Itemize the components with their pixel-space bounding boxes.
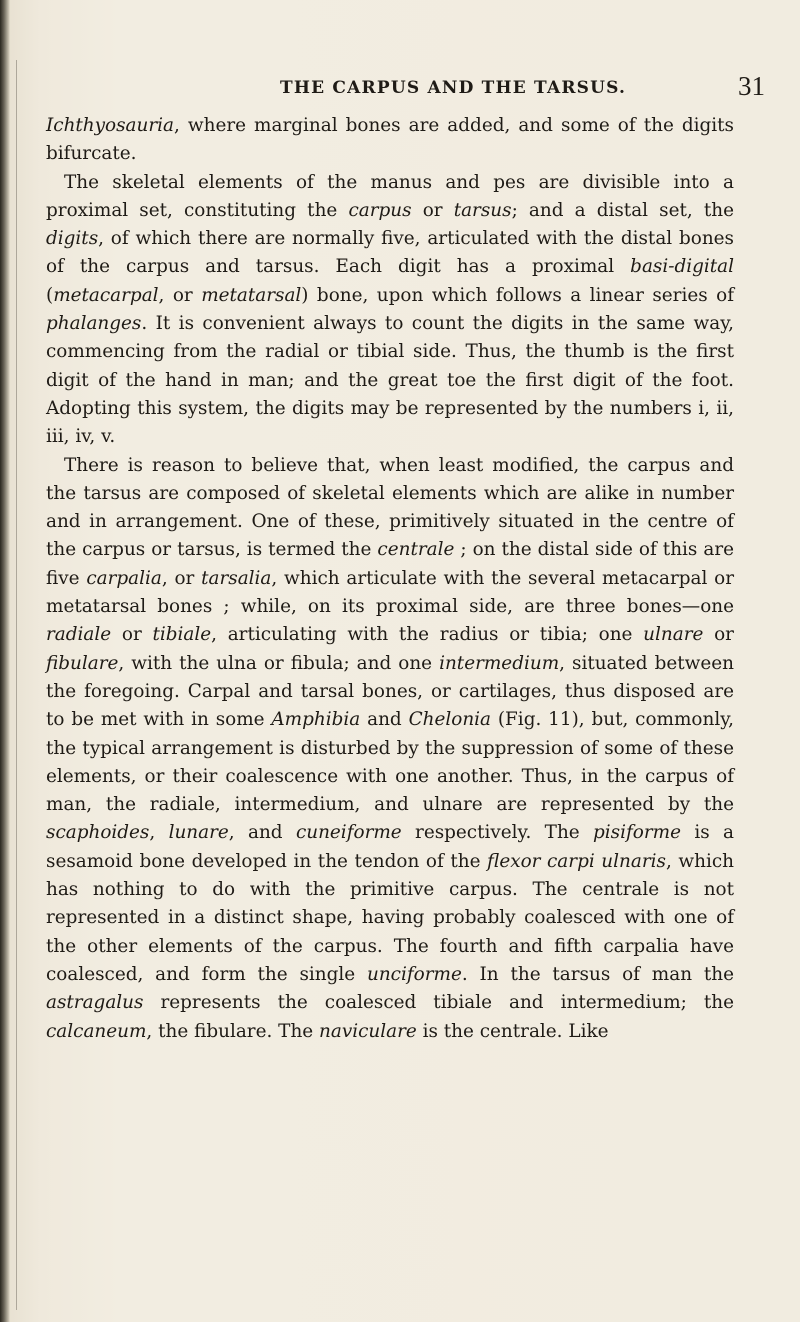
italic-term: calcaneum (46, 1020, 147, 1042)
italic-term: centrale (377, 539, 455, 561)
italic-term: unciforme (366, 963, 462, 985)
text-run: or (411, 199, 454, 221)
text-run: and (360, 709, 409, 731)
book-gutter-shadow (0, 0, 10, 1322)
italic-term: fibulare (46, 652, 119, 674)
paragraph (46, 452, 734, 1046)
page-number: 31 (738, 71, 765, 101)
text-run: ( (46, 284, 54, 306)
text-run: . In the tarsus of man the (461, 963, 734, 985)
text-run: ) bone, upon which follows a linear series of (301, 284, 735, 306)
text-run: or (703, 624, 734, 646)
text-run: , where marginal bones are added, and some of the digits bifurcate. (46, 115, 734, 165)
text-run: , (149, 822, 169, 844)
italic-term: scaphoides (46, 822, 150, 844)
text-run: , which has nothing to do with the primitive carpus. The centrale is not represented in a distinct shape, having probably coalesced with one of the other elements of the carpus. The fourth and fifth carpalia have coalesced, and form the single (46, 850, 734, 985)
italic-term: tibiale (152, 624, 212, 646)
italic-term: intermedium (439, 652, 560, 674)
text-run: , with the ulna or fibula; and one (118, 652, 440, 674)
text-run: respectively. The (401, 822, 594, 844)
body-text (46, 112, 734, 1046)
italic-term: pisiforme (593, 822, 681, 844)
italic-term: astragalus (46, 992, 144, 1014)
text-run: or (111, 624, 153, 646)
text-run: The skeletal elements of the manus and pes are divisible into a proximal set, constituting the (46, 171, 734, 221)
text-run: , which articulate with the several metacarpal or metatarsal bones ; while, on its proximal side, are three bones—one (46, 567, 735, 618)
text-run: represents the coalesced tibiale and intermedium; the (143, 992, 734, 1014)
italic-term: cuneiforme (295, 822, 402, 844)
text-run: , of which there are normally five, articulated with the distal bones of the carpus and tarsus. Each digit has a proximal (46, 228, 734, 278)
text-run: , situated between the foregoing. Carpal and tarsal bones, or cartilages, thus disposed are to be met with in some (46, 652, 734, 731)
text-run: , the fibulare. The (146, 1020, 320, 1042)
text-run: ; and a distal set, the (511, 199, 734, 221)
text-run: , and (228, 822, 296, 844)
text-run: . It is convenient always to count the digits in the same way, commencing from the radial or tibial side. Thus, the thumb is the first digit of the hand in man; and the great toe the first digit of the foot. Adopting this system, the digits may be represented by the numbers i, ii, iii, iv, v. (46, 313, 734, 448)
italic-term: phalanges (46, 313, 142, 335)
text-run: is a sesamoid bone developed in the tendon of the (46, 822, 734, 872)
text-run: , or (158, 284, 202, 306)
text-run: , articulating with the radius or tibia; one (211, 624, 644, 646)
italic-term: tarsalia (201, 567, 272, 589)
italic-term: carpalia (86, 567, 162, 589)
running-header: THE CARPUS AND THE TARSUS. (280, 78, 627, 98)
page-edge-line (16, 60, 17, 1310)
italic-term: naviculare (319, 1020, 417, 1042)
text-run: , or (161, 567, 202, 589)
italic-term: metacarpal (53, 284, 159, 306)
italic-term: lunare (168, 822, 229, 844)
italic-term: Chelonia (408, 709, 492, 731)
italic-term: ulnare (643, 624, 704, 646)
italic-term: carpus (348, 199, 412, 221)
italic-term: metatarsal (201, 284, 302, 306)
text-run: (Fig. 11), but, commonly, the typical arrangement is disturbed by the suppression of some of these elements, or their coalescence with one another. Thus, in the carpus of man, the radiale, intermedium, and ulnare are represented by the (46, 709, 735, 816)
italic-term: radiale (46, 624, 112, 646)
text-run: ; on the distal side of this are five (46, 539, 734, 589)
italic-term: digits (46, 228, 99, 250)
paragraph (46, 112, 734, 169)
italic-term: flexor carpi ulnaris (487, 850, 666, 872)
italic-term: Amphibia (271, 709, 361, 731)
italic-term: Ichthyosauria (46, 115, 174, 136)
text-run: There is reason to believe that, when least modified, the carpus and the tarsus are composed of skeletal elements which are alike in number and in arrangement. One of these, primitively situated in the centre of the carpus or tarsus, is termed the (46, 454, 734, 561)
text-run: is the centrale. Like (416, 1020, 609, 1042)
italic-term: tarsus (453, 199, 512, 221)
paragraph (46, 169, 734, 452)
italic-term: basi-digital (630, 256, 734, 278)
